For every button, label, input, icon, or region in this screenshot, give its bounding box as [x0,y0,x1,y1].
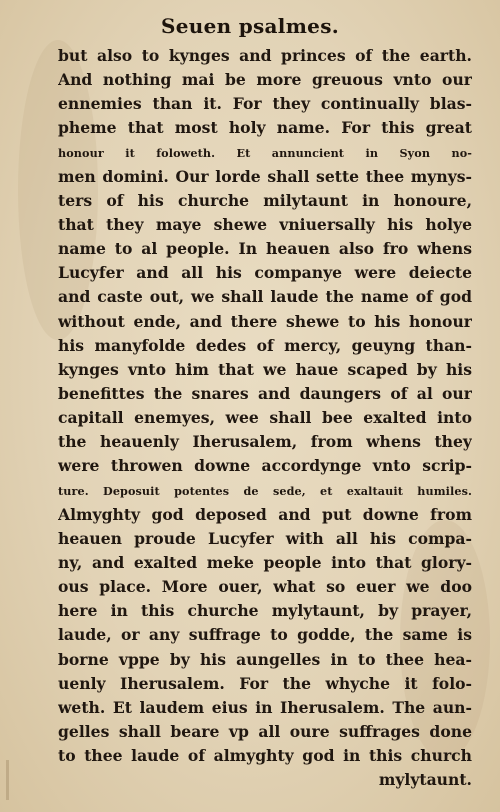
text-line: the heauenly Iherusalem, from whens they [58,432,472,452]
running-head: Seuen psalmes. [160,14,340,38]
text-line: gelles shall beare vp all oure suffrages done [58,721,472,741]
text-line: ture. Deposuit potentes de sede, et exaltauit humiles. [58,483,472,498]
text-line: to thee laude of almyghty god in this church [58,746,472,766]
text-line: ny, and exalted meke people into that glory- [58,552,472,572]
text-line: were throwen downe accordynge vnto scrip- [58,456,472,476]
text-line: capitall enemyes, wee shall bee exalted into [58,408,472,428]
text-line: kynges vnto him that we haue scaped by his [58,359,472,379]
text-line: weth. Et laudem eius in Iherusalem. The aun- [58,697,472,717]
text-line-catchword: mylytaunt. [378,770,472,790]
body-text [58,44,472,792]
text-line: pheme that most holy name. For this great [58,118,472,138]
text-line: and caste out, we shall laude the name of god [58,287,472,307]
text-line: men domini. Our lorde shall sette thee mynys- [58,166,472,186]
text-line: his manyfolde dedes of mercy, geuyng than- [58,335,472,355]
text-line: honour it foloweth. Et annuncient in Syon no- [58,145,472,160]
text-line: ous place. More ouer, what so euer we doo [58,577,472,597]
text-line: but also to kynges and princes of the earth. [58,46,472,65]
text-line: without ende, and there shewe to his honour [58,311,472,331]
text-line: here in this churche mylytaunt, by prayer, [58,601,472,621]
text-line: laude, or any suffrage to godde, the same is [58,625,472,645]
text-line: uenly Iherusalem. For the whyche it folo- [58,673,472,693]
text-line: that they maye shewe vniuersally his holye [58,214,472,234]
text-line: And nothing mai be more greuous vnto our [58,70,472,90]
text-line: ennemies than it. For they continually blas- [58,94,472,114]
text-line: benefittes the snares and daungers of al our [58,383,472,403]
page-edge-shadow [6,760,9,800]
text-line: Almyghty god deposed and put downe from [58,504,472,524]
text-line: name to al people. In heauen also fro whens [58,239,472,259]
text-line: ters of his churche milytaunt in honoure, [58,190,472,210]
text-line: borne vppe by his aungelles in to thee hea- [58,649,472,669]
text-line: heauen proude Lucyfer with all his compa- [58,528,472,548]
text-line: Lucyfer and all his companye were deiecte [58,263,472,283]
